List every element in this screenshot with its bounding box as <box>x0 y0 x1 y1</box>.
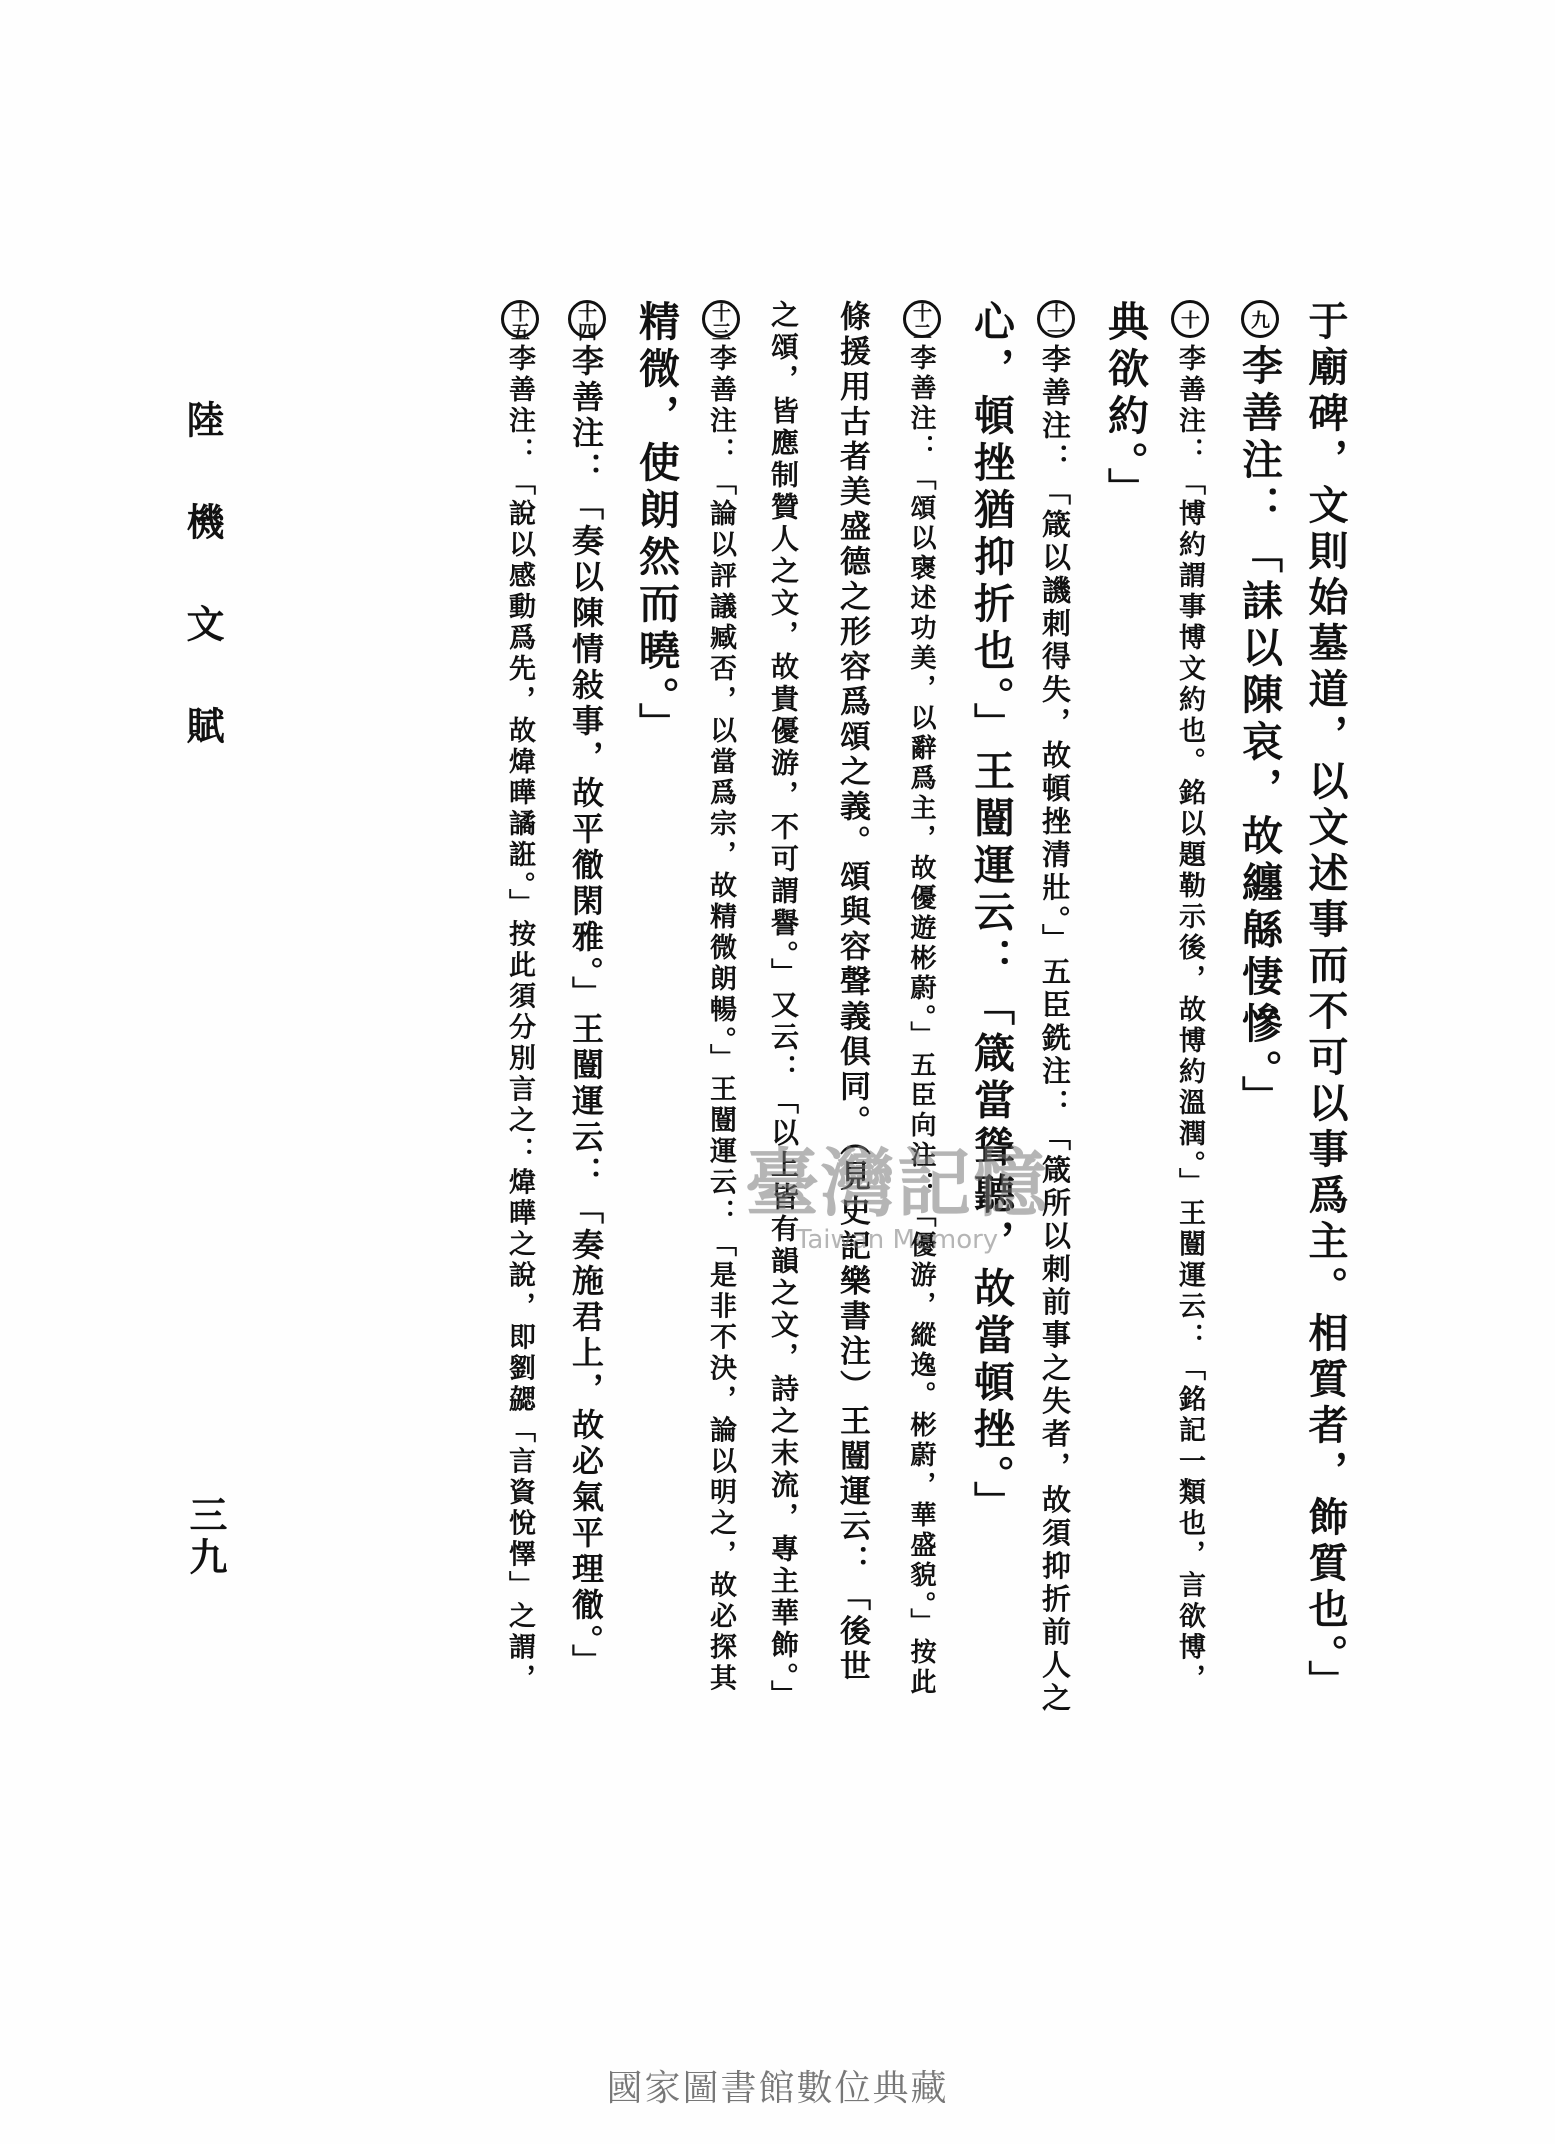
note-number-marker: 十 <box>1171 300 1209 338</box>
note-number-marker: 九 <box>1241 300 1279 338</box>
text-column <box>702 300 740 1695</box>
text-column <box>1302 300 1349 1706</box>
note-number-marker: 十一 <box>1037 300 1075 338</box>
text-column <box>967 300 1015 1528</box>
note-number-marker: 十二 <box>903 300 941 338</box>
text-column <box>834 300 870 1685</box>
watermark-english: Taiwan Memory <box>795 1225 999 1255</box>
note-number-marker: 十三 <box>702 300 740 338</box>
text-column <box>1235 300 1283 1123</box>
column-text: 條援用古者美盛德之形容爲頌之義。頌與容聲義俱同。（見史記樂書注）王闓運云：「後世 <box>834 300 870 1685</box>
column-text: 李善注：「博約謂事博文約也。銘以題勒示後，故博約溫潤。」王闓運云：「銘記一類也，言欲博， <box>1174 344 1205 1695</box>
page-title: 陸機文賦 <box>180 400 225 808</box>
column-text: 之頌，皆應制贊人之文，故貴優游，不可謂譽。」又云：「以上皆有韻之文，詩之末流，專主華飾。」 <box>767 300 800 1712</box>
page-number: 三九 <box>183 1495 228 1579</box>
column-text: 李善注：「說以感動爲先，故煒曄譎誑。」按此須分別言之：煒曄之說，即劉勰「言資悅懌」之謂， <box>504 344 535 1695</box>
watermark-chinese: 臺灣記憶 <box>745 1141 1049 1227</box>
note-number-marker: 十四 <box>568 300 606 338</box>
library-footer: 國家圖書館數位典藏 <box>606 2068 949 2109</box>
column-text: 李善注：「箴以譏刺得失，故頓挫清壯。」五臣銑注：「箴所以刺前事之失者，故須抑折前人之 <box>1038 344 1072 1716</box>
taiwan-memory-watermark <box>745 1125 1049 1255</box>
text-column <box>568 300 606 1680</box>
column-text: 李善注：「論以評議臧否，以當爲宗，故精微朗暢。」王闓運云：「是非不決，論以明之，故必探其 <box>705 344 736 1695</box>
note-number-marker: 十五 <box>501 300 539 338</box>
column-text: 李善注：「頌以襃述功美，以辭爲主，故優遊彬蔚。」五臣向注：「優游，縱逸。彬蔚，華盛貌。」按此 <box>906 344 936 1698</box>
text-column <box>632 300 680 750</box>
column-text: 精微，使朗然而曉。」 <box>632 300 680 750</box>
text-column <box>1171 300 1209 1695</box>
column-text: 李善注：「奏以陳情敍事，故平徹閑雅。」王闓運云：「奏施君上，故必氣平理徹。」 <box>567 344 605 1680</box>
column-text: 于廟碑，文則始墓道，以文述事而不可以事爲主。相質者，飾質也。」 <box>1302 300 1349 1706</box>
column-text: 心，頓挫猶抑折也。」王闓運云：「箴當聳聽，故當頓挫。」 <box>967 300 1015 1528</box>
text-column <box>1037 300 1075 1716</box>
column-text: 典欲約。」 <box>1101 300 1149 515</box>
text-column <box>1101 300 1149 515</box>
text-column <box>501 300 539 1695</box>
text-column <box>903 300 941 1698</box>
text-column <box>767 300 800 1712</box>
column-text: 李善注：「誄以陳哀，故纏緜悽慘。」 <box>1235 344 1283 1123</box>
